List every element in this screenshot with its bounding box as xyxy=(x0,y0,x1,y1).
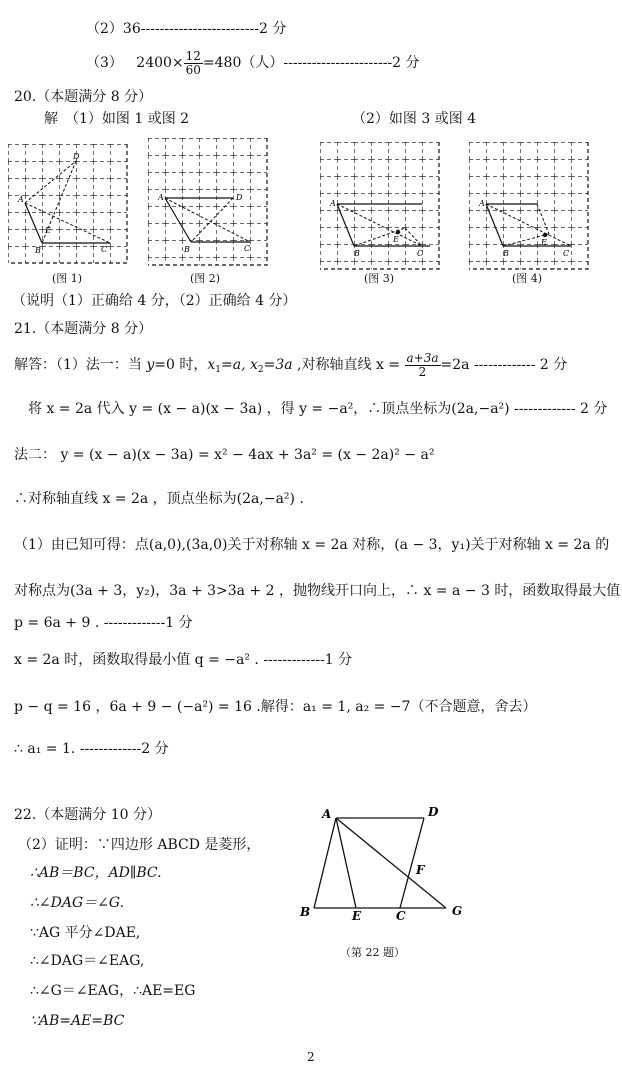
fig1-label-e: E xyxy=(45,226,51,235)
fig4-label-a: A xyxy=(479,199,485,208)
q21-line1: 解答：（1）法一：当 y=0 时，$x_1=a$, $x_2=3a$ ,对称轴直线 x = $\frac{a+3a}{2}$ =2a ------------- 2 分 xyxy=(14,350,568,379)
q22-line4: ∵AG 平分∠DAE, xyxy=(30,925,141,941)
fig1-label-c: C xyxy=(101,245,108,254)
q20-part2: （2）如图 3 或图 4 xyxy=(352,111,477,127)
fraction-axis: $\frac{a+3a}{2}$ xyxy=(406,350,439,379)
q22-line6: ∴∠G＝∠EAG，∴AE=EG xyxy=(30,983,196,999)
q22-line3: ∴∠DAG＝∠G. xyxy=(30,895,125,911)
fig3-label-c: C xyxy=(417,249,424,258)
q21-line8: x = 2a 时，函数取得最小值 q = −a² . -------------1 分 xyxy=(14,652,353,668)
q20-note: （说明（1）正确给 4 分，（2）正确给 4 分） xyxy=(12,293,297,309)
caption-fig3: (图 3) xyxy=(364,272,395,285)
fraction-12-60: $\frac{12}{60}$ xyxy=(185,48,201,77)
figure-3 xyxy=(320,142,439,269)
q22-line7: ∵AB=AE=BC xyxy=(30,1013,125,1029)
q21-line7: p = 6a + 9 . -------------1 分 xyxy=(14,615,193,631)
fig22-label-b: B xyxy=(300,905,311,919)
q21-line5: （1）由已知可得：点(a,0),(3a,0)关于对称轴 x = 2a 对称，(a − 3，y₁)关于对称轴 x = 2a 的 xyxy=(14,537,610,553)
q21-line10: ∴ a₁ = 1. -------------2 分 xyxy=(14,741,169,757)
fig22-label-a: A xyxy=(322,807,332,821)
fig4-label-e: E xyxy=(541,238,547,247)
fig2-label-a: A xyxy=(158,193,164,202)
fig3-label-a: A xyxy=(330,199,336,208)
caption-fig2: (图 2) xyxy=(190,272,221,285)
q19-part2: （2）36-------------------------2 分 xyxy=(86,21,287,37)
figure-4 xyxy=(469,142,588,269)
q20-part1: 解 （1）如图 1 或图 2 xyxy=(44,111,190,127)
q22-heading: 22.（本题满分 10 分） xyxy=(14,807,161,823)
q21-line9: p − q = 16 ，6a + 9 − (−a²) = 16 .解得：a₁ = 1, a₂ = −7（不合题意，舍去） xyxy=(14,699,537,715)
fig2-label-b: B xyxy=(184,245,190,254)
caption-fig1: (图 1) xyxy=(52,272,83,285)
fig1-label-b: B xyxy=(35,246,41,255)
q20-grid-figures xyxy=(0,0,622,300)
q22-rhombus-figure xyxy=(296,800,496,940)
fig22-label-g: G xyxy=(452,904,463,918)
q21-line6: 对称点为(3a + 3，y₂)，3a + 3>3a + 2 ，抛物线开口向上，∴ x = a − 3 时，函数取得最大值 xyxy=(14,583,621,599)
fig22-label-c: C xyxy=(396,909,406,923)
q21-line4: ∴对称轴直线 x = 2a ，顶点坐标为(2a,−a²) . xyxy=(14,491,304,507)
caption-fig4: (图 4) xyxy=(512,272,543,285)
fig22-label-f: F xyxy=(416,863,425,877)
q22-line2: ∴AB＝BC，AD∥BC. xyxy=(30,865,162,881)
q21-line3: 法二： y = (x − a)(x − 3a) = x² − 4ax + 3a² = (x − 2a)² − a² xyxy=(14,447,435,463)
q20-heading: 20.（本题满分 8 分） xyxy=(14,89,153,105)
q22-line1: （2）证明：∵四边形 ABCD 是菱形， xyxy=(18,837,261,853)
fig2-label-c: C xyxy=(244,244,251,253)
fig2-label-d: D xyxy=(236,193,243,202)
figure-1 xyxy=(8,144,127,263)
q22-line5: ∴∠DAG＝∠EAG, xyxy=(30,953,145,969)
q21-heading: 21.（本题满分 8 分） xyxy=(14,321,153,337)
q19-part3: （3） 2400× $\frac{12}{60}$ =480（人）-----------------------2 分 xyxy=(86,48,420,77)
page-number: 2 xyxy=(307,1050,315,1064)
fig4-label-c: C xyxy=(563,249,570,258)
q21-line2: 将 x = 2a 代入 y = (x − a)(x − 3a) ，得 y = −a²，∴顶点坐标为(2a,−a²) ------------- 2 分 xyxy=(28,401,608,417)
q22-caption: （第 22 题） xyxy=(340,946,405,959)
fig1-label-a: A xyxy=(18,195,24,204)
fig22-label-d: D xyxy=(428,805,439,819)
figure-2 xyxy=(148,138,267,265)
fig3-label-e: E xyxy=(393,235,399,244)
fig22-label-e: E xyxy=(352,909,362,923)
fig1-label-d: D xyxy=(73,152,80,161)
fig3-label-b: B xyxy=(354,249,360,258)
fig4-label-b: B xyxy=(503,249,509,258)
